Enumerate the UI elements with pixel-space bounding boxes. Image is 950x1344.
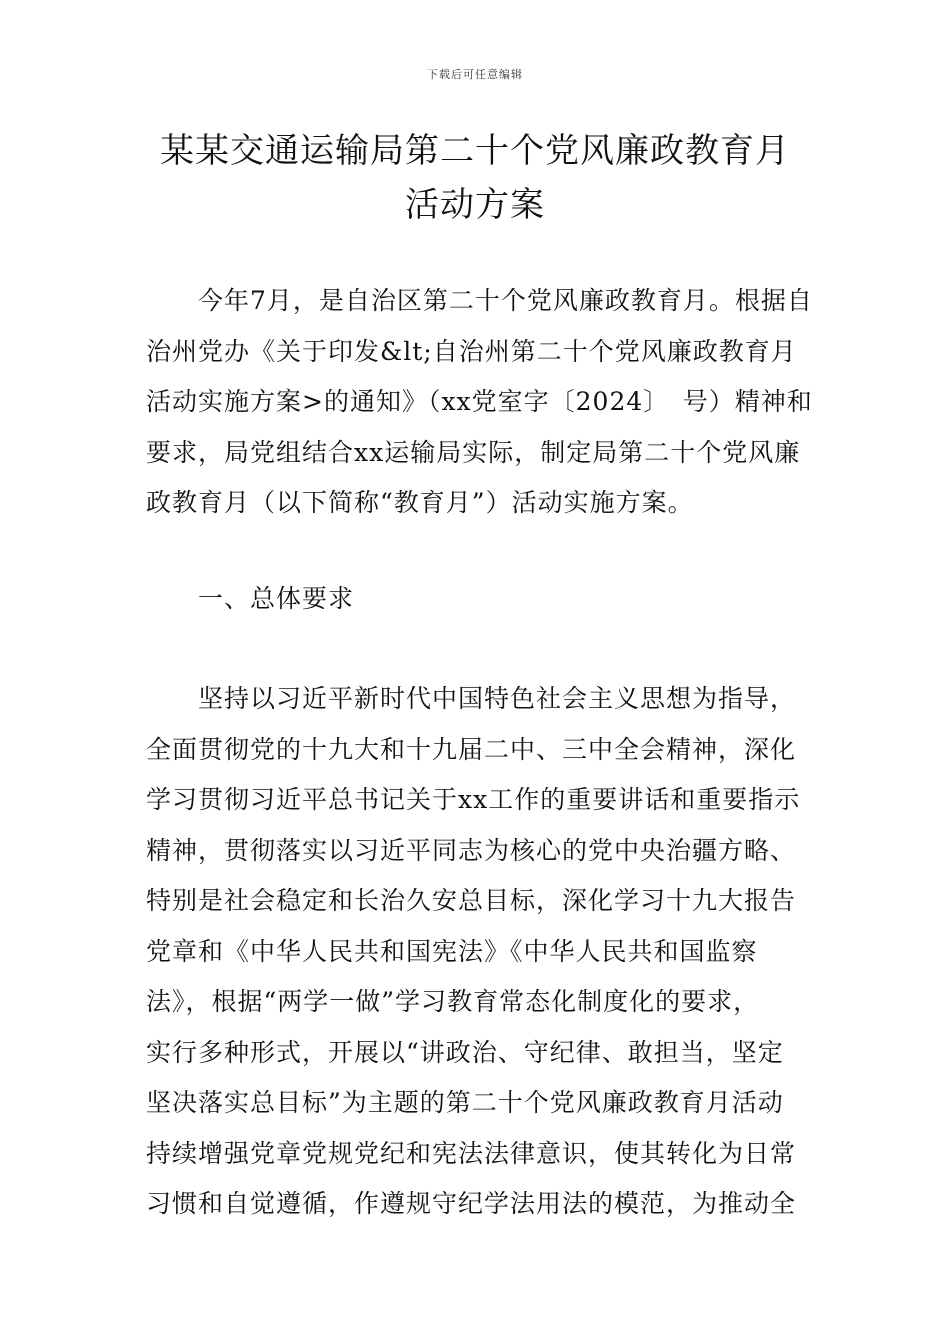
text-line: 坚决落实总目标”为主题的第二十个党风廉政教育月活动 (146, 1088, 784, 1117)
text-line: 政教育月（以下简称“教育月”）活动实施方案。 (146, 488, 694, 517)
paragraph-intro (146, 276, 811, 529)
text-line: 法》，根据“两学一做”学习教育常态化制度化的要求， (146, 987, 760, 1016)
text-line: 要求，局党组结合xx运输局实际，制定局第二十个党风廉 (146, 437, 801, 467)
text-line: 全面贯彻党的十九大和十九届二中、三中全会精神，深化 (146, 734, 797, 764)
text-line: 习惯和自觉遵循，作遵规守纪学法用法的模范，为推动全 (146, 1189, 797, 1218)
text-line: 坚持以习近平新时代中国特色社会主义思想为指导， (146, 684, 797, 713)
header-note: 下载后可任意编辑 (427, 68, 523, 81)
title-line: 活动方案 (405, 185, 545, 225)
text-line: 党章和《中华人民共和国宪法》《中华人民共和国监察 (146, 936, 758, 966)
text-line: 持续增强党章党规党纪和宪法法律意识，使其转化为日常 (146, 1138, 797, 1168)
text-line: 特别是社会稳定和长治久安总目标，深化学习十九大报告 (146, 886, 797, 915)
text-line: 治州党办《关于印发&lt;自治州第二十个党风廉政教育月 (146, 336, 797, 366)
text-line: 今年7月，是自治区第二十个党风廉政教育月。根据自 (146, 286, 813, 315)
text-line: 活动实施方案>的通知》（xx党室字〔2024〕 号）精神和 (146, 387, 813, 416)
paragraph-general-requirements (146, 674, 811, 1230)
text-line: 精神，贯彻落实以习近平同志为核心的党中央治疆方略、 (146, 835, 797, 865)
heading-text: 一、总体要求 (146, 584, 355, 613)
text-line: 实行多种形式，开展以“讲政治、守纪律、敢担当，坚定 (146, 1037, 784, 1067)
section-heading (146, 574, 811, 625)
title-line: 某某交通运输局第二十个党风廉政教育月 (160, 131, 790, 171)
document-title (120, 124, 830, 232)
text-line: 学习贯彻习近平总书记关于xx工作的重要讲话和重要指示 (146, 785, 801, 814)
